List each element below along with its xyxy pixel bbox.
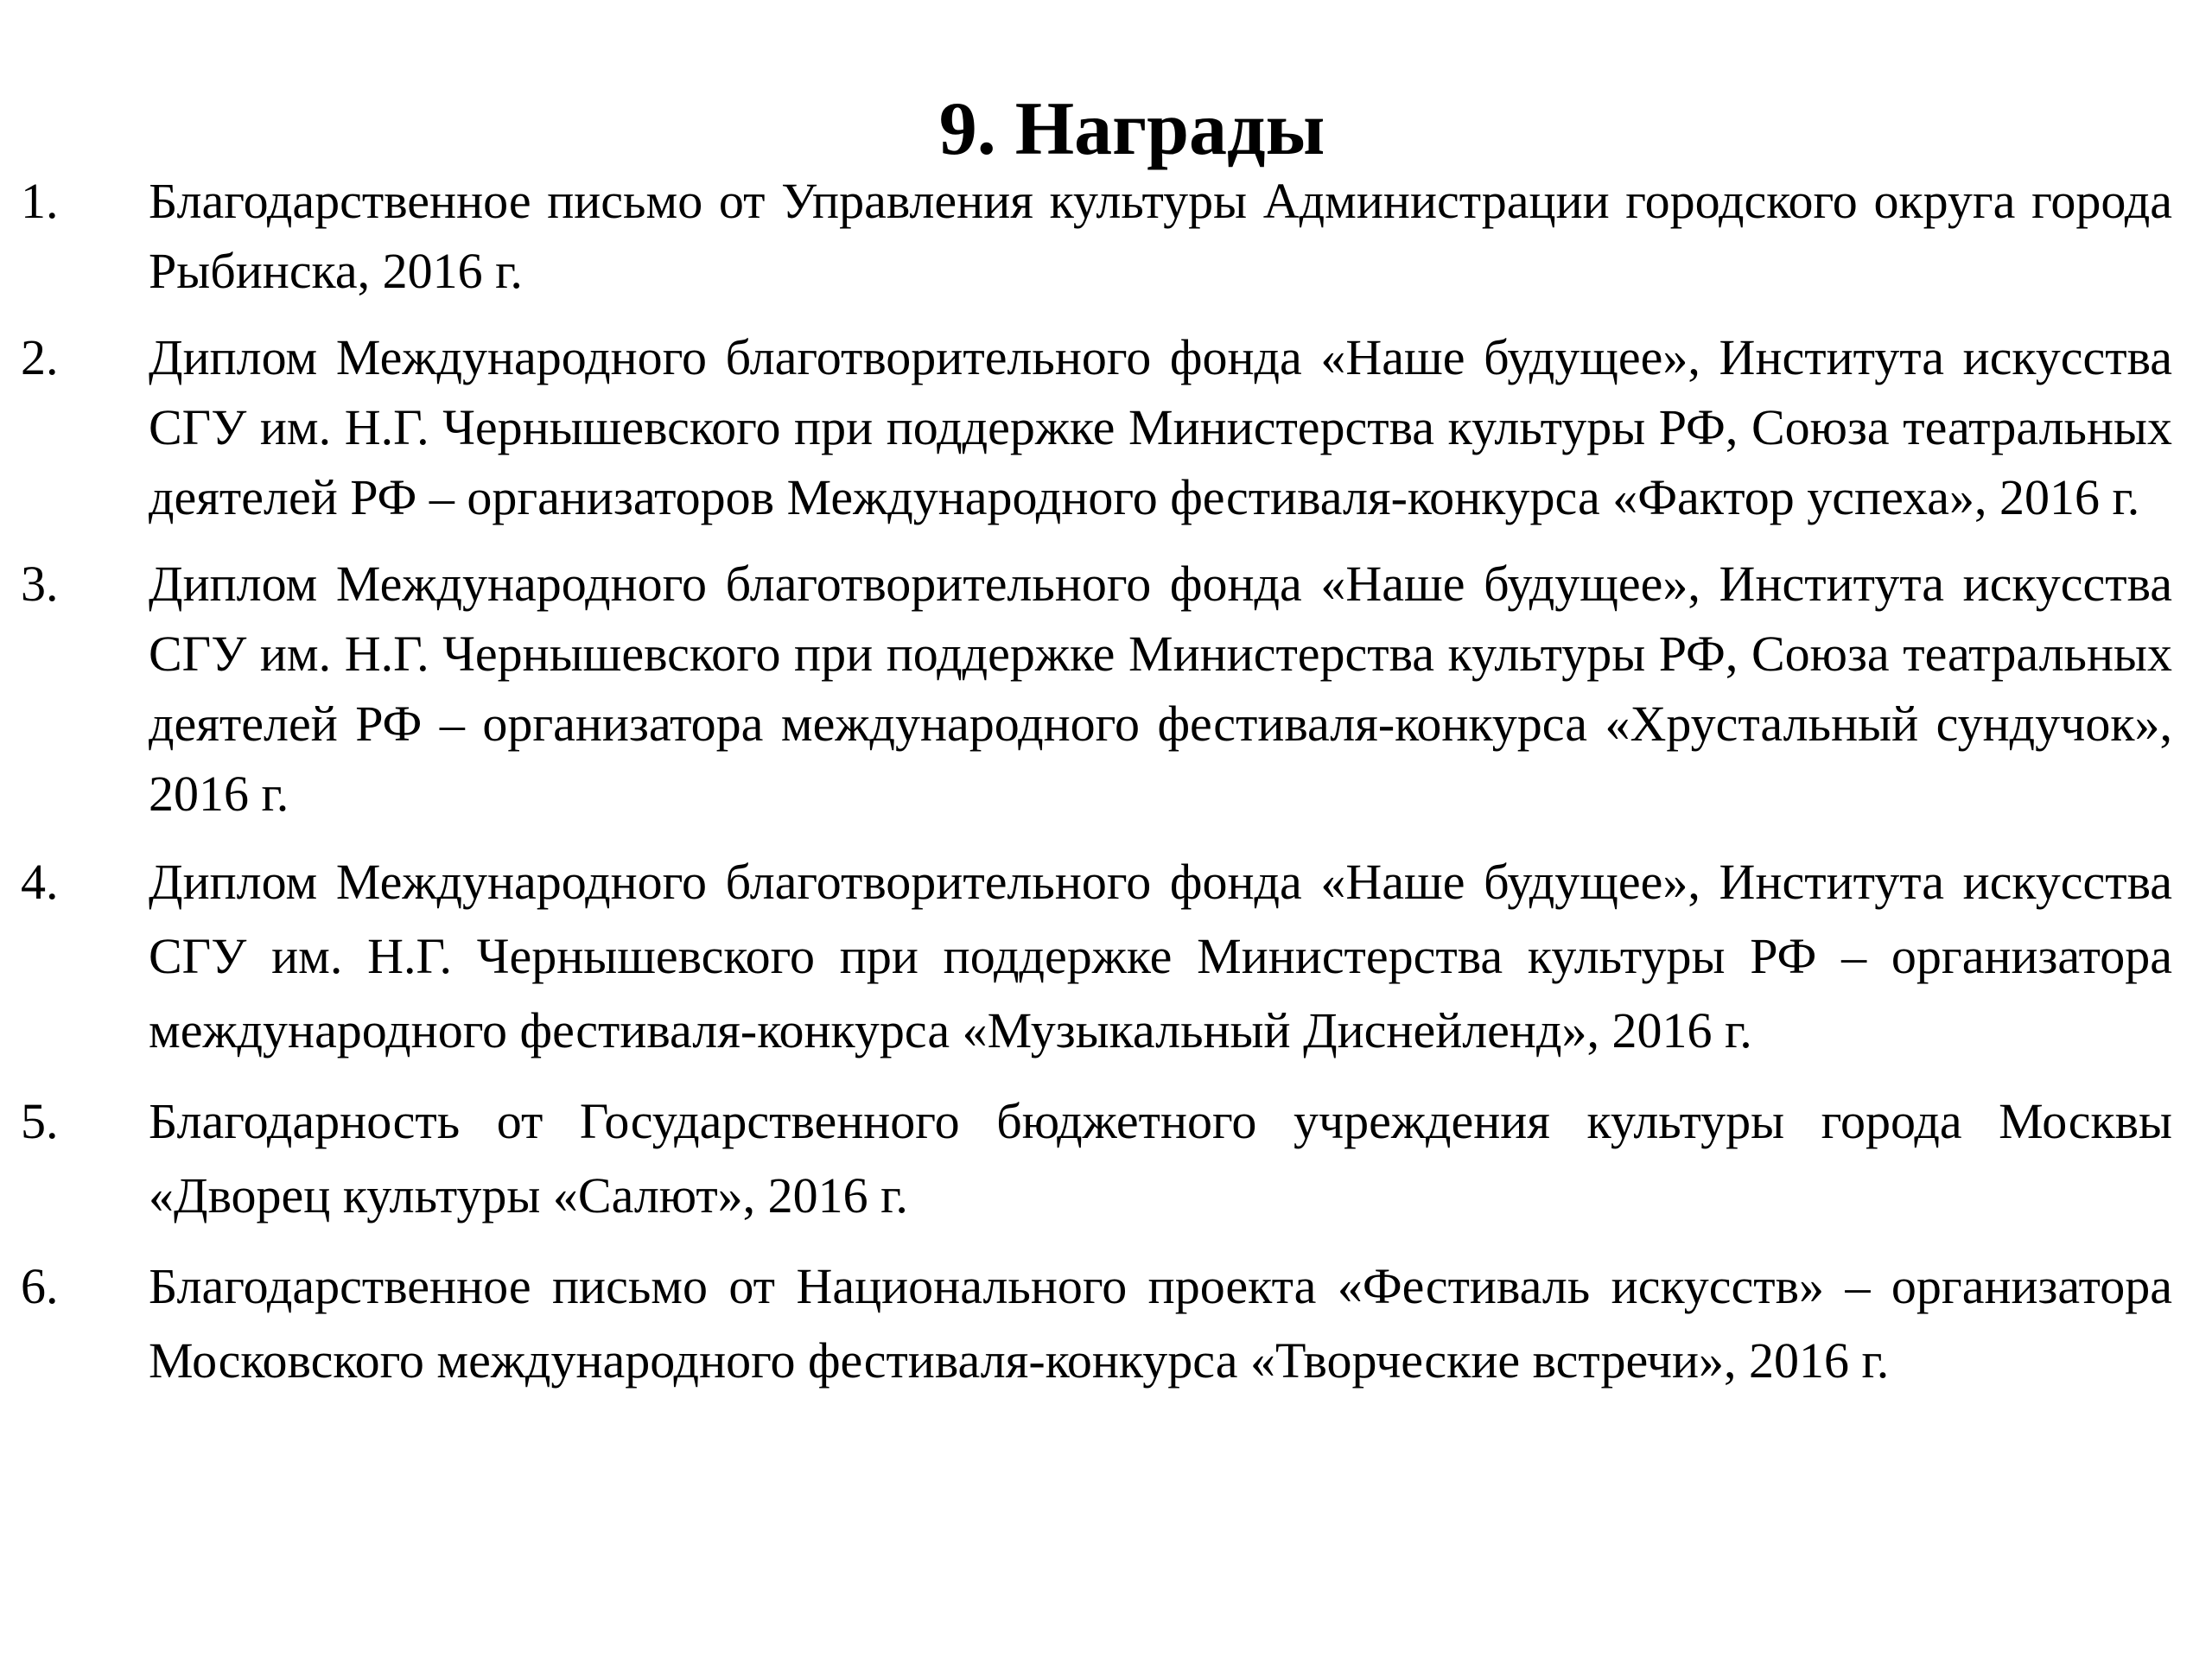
list-item — [21, 1249, 2172, 1398]
list-item-number: 4. — [21, 854, 59, 910]
awards-list — [21, 166, 2172, 1398]
list-item — [21, 322, 2172, 532]
list-item-text: Благодарность от Государственного бюджетного учреждения культуры города Москвы «Дворец культуры «Салют», 2016 г. — [149, 1093, 2172, 1224]
list-item — [21, 1084, 2172, 1233]
list-item-number: 6. — [21, 1258, 59, 1314]
list-item — [21, 845, 2172, 1068]
list-item-number: 2. — [21, 329, 59, 385]
list-item — [21, 166, 2172, 306]
list-item-number: 1. — [21, 173, 59, 229]
list-item-text: Диплом Международного благотворительного фонда «Наше будущее», Института искусства СГУ им. Н.Г. Чернышевского при поддержке Министерства культуры РФ – организатора международного фестиваля-конкурса «Музыкальный Диснейленд», 2016 г. — [149, 854, 2172, 1058]
list-item-number: 5. — [21, 1093, 59, 1149]
list-item — [21, 549, 2172, 829]
list-item-text: Диплом Международного благотворительного фонда «Наше будущее», Института искусства СГУ им. Н.Г. Чернышевского при поддержке Министерства культуры РФ, Союза театральных деятелей РФ – организатора международного фестиваля-конкурса «Хрустальный сундучок», 2016 г. — [149, 556, 2172, 822]
list-item-text: Диплом Международного благотворительного фонда «Наше будущее», Института искусства СГУ им. Н.Г. Чернышевского при поддержке Министерства культуры РФ, Союза театральных деятелей РФ – организаторов Международного фестиваля-конкурса «Фактор успеха», 2016 г. — [149, 329, 2172, 525]
page-title: 9. Награды — [938, 87, 1325, 171]
list-item-text: Благодарственное письмо от Управления культуры Администрации городского округа города Рыбинска, 2016 г. — [149, 173, 2172, 299]
list-item-text: Благодарственное письмо от Национального проекта «Фестиваль искусств» – организатора Московского международного фестиваля-конкурса «Творческие встречи», 2016 г. — [149, 1258, 2172, 1389]
list-item-number: 3. — [21, 556, 59, 612]
